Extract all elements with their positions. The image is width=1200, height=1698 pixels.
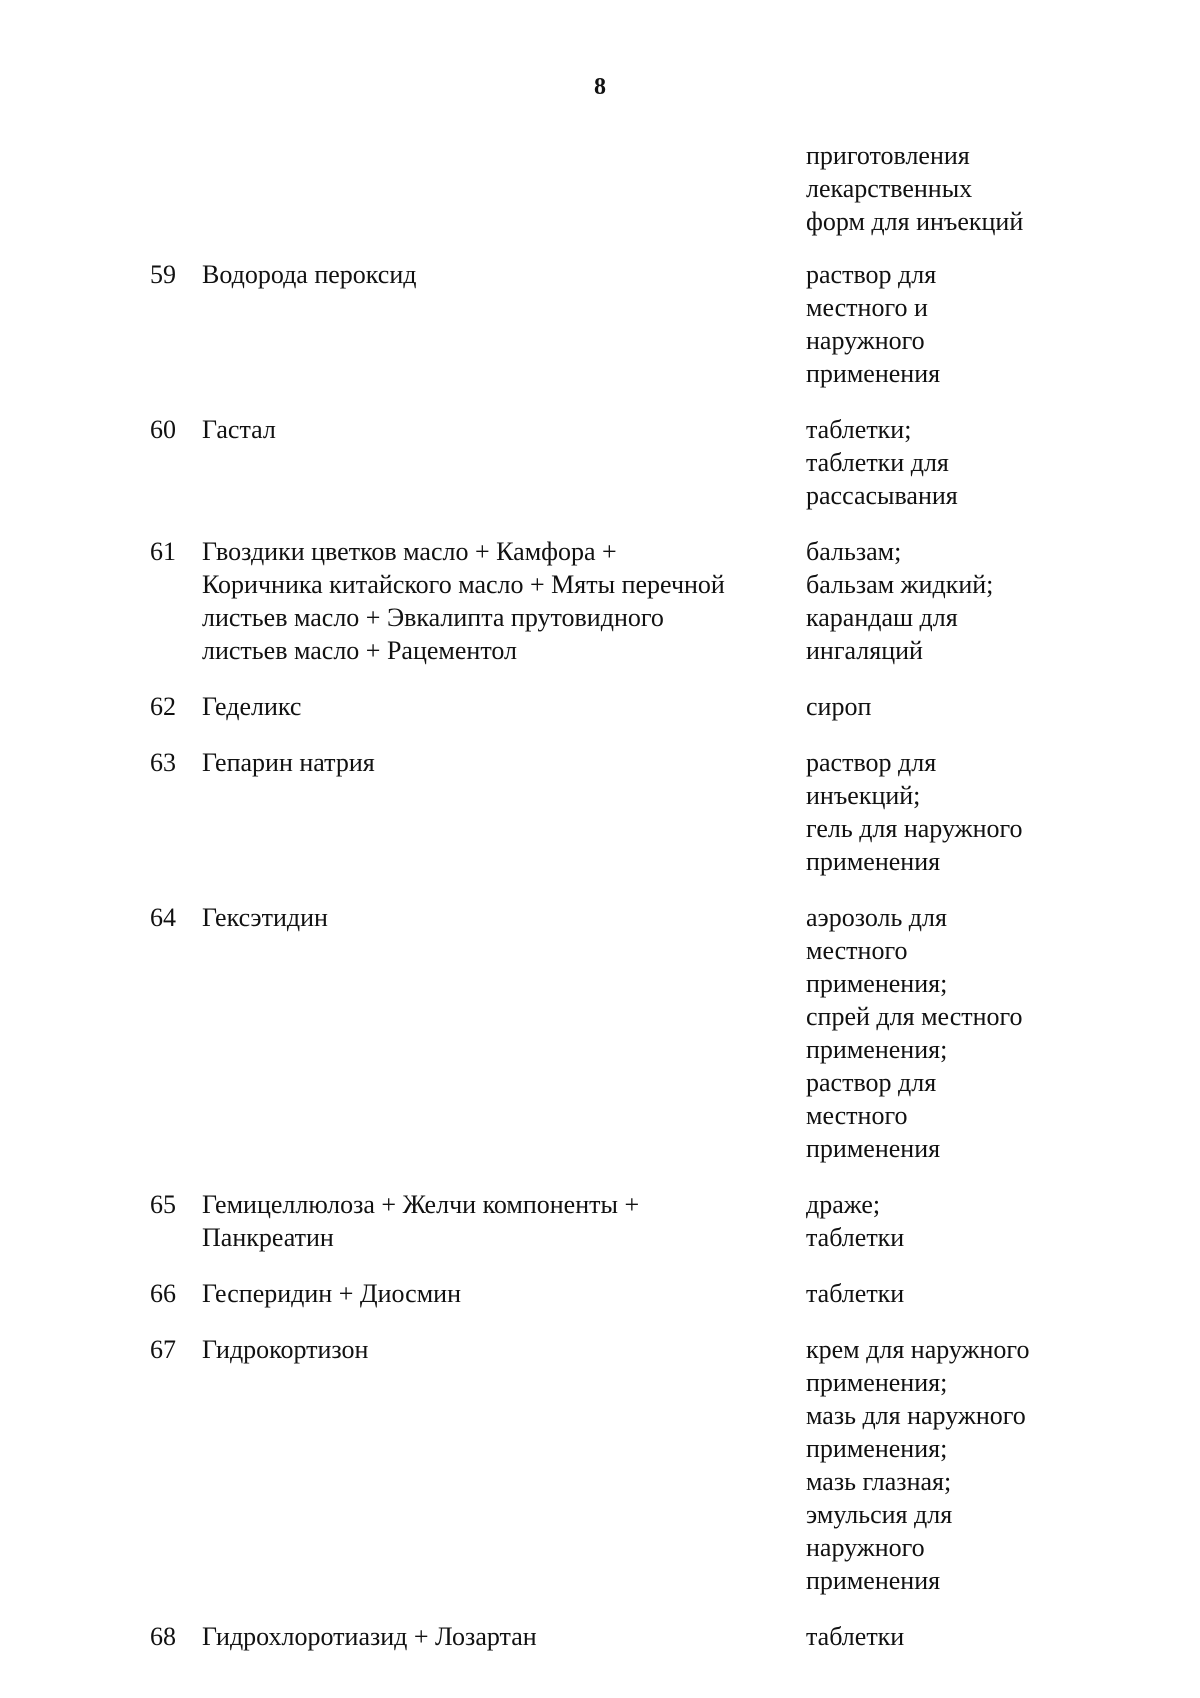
list-item <box>0 690 1200 723</box>
entry-number: 67 <box>150 1335 176 1364</box>
entry-number: 62 <box>150 692 176 721</box>
entry-name: Геделикс <box>202 692 302 721</box>
entry-name: Гидрокортизон <box>202 1335 369 1364</box>
entry-name: Гесперидин + Диосмин <box>202 1279 461 1308</box>
drug-list <box>0 139 1200 1676</box>
entry-number: 64 <box>150 903 176 932</box>
entry-name: Гвоздики цветков масло + Камфора + Коричника китайского масло + Мяты перечной листьев масло + Эвкалипта прутовидного листьев масло + Рацементол <box>202 537 725 665</box>
entry-forms: раствор для инъекций; гель для наружного применения <box>806 748 1023 876</box>
list-item-continuation <box>0 139 1200 238</box>
entry-forms: аэрозоль для местного применения; спрей для местного применения; раствор для местного применения <box>806 903 1023 1163</box>
entry-number: 68 <box>150 1622 176 1651</box>
list-item <box>0 258 1200 390</box>
entry-name: Гастал <box>202 415 276 444</box>
list-item <box>0 1188 1200 1254</box>
entry-name: Водорода пероксид <box>202 260 417 289</box>
entry-forms: раствор для местного и наружного применения <box>806 260 941 388</box>
entry-forms: таблетки <box>806 1279 905 1308</box>
entry-forms: сироп <box>806 692 872 721</box>
entry-number: 63 <box>150 748 176 777</box>
entry-forms: крем для наружного применения; мазь для наружного применения; мазь глазная; эмульсия для наружного применения <box>806 1335 1030 1595</box>
entry-forms: драже; таблетки <box>806 1190 905 1252</box>
entry-number: 61 <box>150 537 176 566</box>
entry-forms: приготовления лекарственных форм для инъекций <box>806 141 1024 236</box>
entry-name: Гепарин натрия <box>202 748 375 777</box>
entry-forms: таблетки <box>806 1622 905 1651</box>
entry-number: 59 <box>150 260 176 289</box>
entry-forms: таблетки; таблетки для рассасывания <box>806 415 958 510</box>
list-item <box>0 1333 1200 1597</box>
list-item <box>0 901 1200 1165</box>
page-number: 8 <box>594 74 606 100</box>
list-item <box>0 535 1200 667</box>
list-item <box>0 413 1200 512</box>
entry-number: 66 <box>150 1279 176 1308</box>
list-item <box>0 1277 1200 1310</box>
entry-name: Гемицеллюлоза + Желчи компоненты + Панкреатин <box>202 1190 640 1252</box>
list-item <box>0 746 1200 878</box>
entry-name: Гидрохлоротиазид + Лозартан <box>202 1622 537 1651</box>
list-item <box>0 1620 1200 1653</box>
entry-name: Гексэтидин <box>202 903 328 932</box>
entry-number: 65 <box>150 1190 176 1219</box>
entry-forms: бальзам; бальзам жидкий; карандаш для ингаляций <box>806 537 994 665</box>
entry-number: 60 <box>150 415 176 444</box>
